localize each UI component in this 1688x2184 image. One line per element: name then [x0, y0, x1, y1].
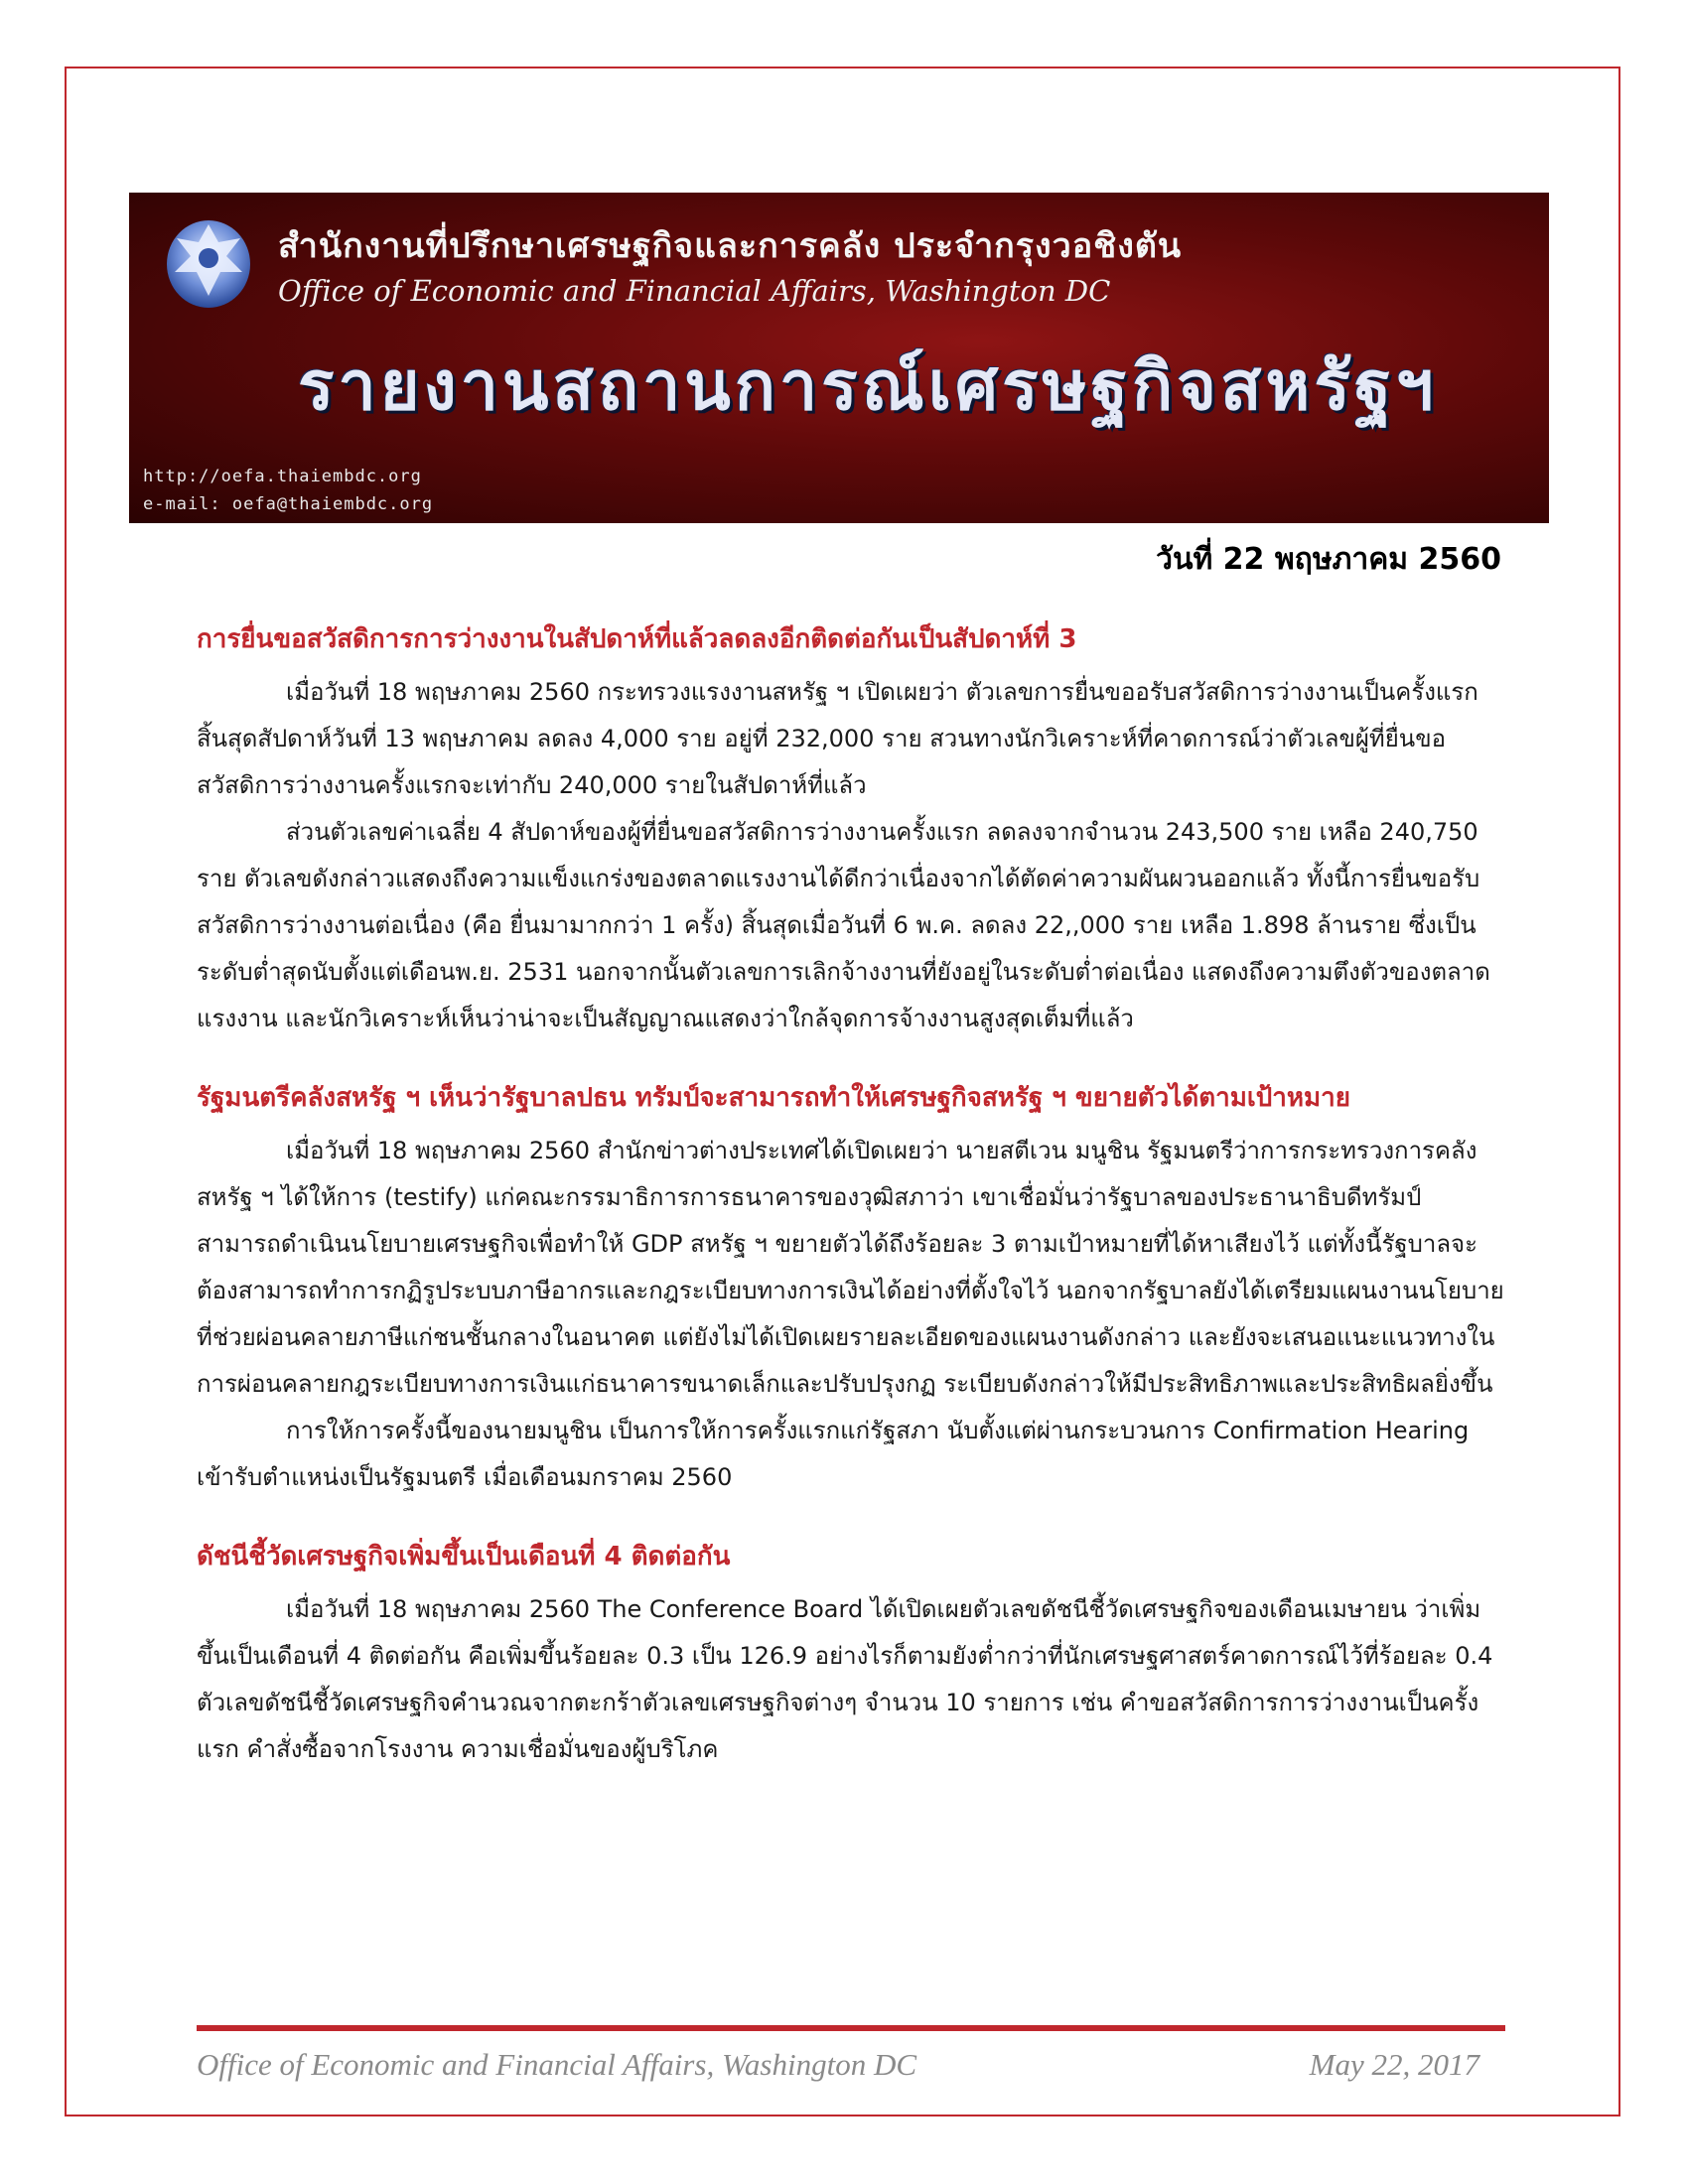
paragraph: การให้การครั้งนี้ของนายมนูชิน เป็นการให้การครั้งแรกแก่รัฐสภา นับตั้งแต่ผ่านกระบวนการ Confirmation Hearing เข้ารับตำแหน่งเป็นรัฐมนตรี เมื่อเดือนมกราคม 2560: [197, 1417, 1470, 1491]
report-title: รายงานสถานการณ์เศรษฐกิจสหรัฐฯ: [298, 347, 1438, 426]
paragraph: เมื่อวันที่ 18 พฤษภาคม 2560 The Conference Board ได้เปิดเผยตัวเลขดัชนีชี้วัดเศรษฐกิจของเดือนเมษายน ว่าเพิ่มขึ้นเป็นเดือนที่ 4 ติดต่อกัน คือเพิ่มขึ้นร้อยละ 0.3 เป็น 126.9 อย่างไรก็ตามยังต่ำกว่าที่นักเศรษฐศาสตร์คาดการณ์ไว้ที่ร้อยละ 0.4 ตัวเลขดัชนีชี้วัดเศรษฐกิจคำนวณจากตะกร้าตัวเลขเศรษฐกิจต่างๆ จำนวน 10 รายการ เช่น คำขอสวัสดิการการว่างงานเป็นครั้งแรก คำสั่งซื้อจากโรงงาน ความเชื่อมั่นของผู้บริโภค: [197, 1595, 1493, 1763]
header-banner: [129, 193, 1549, 523]
section-leading-index: [197, 1533, 1505, 1773]
website-url[interactable]: http://oefa.thaiembdc.org: [143, 467, 422, 486]
paragraph: เมื่อวันที่ 18 พฤษภาคม 2560 สำนักข่าวต่างประเทศได้เปิดเผยว่า นายสตีเวน มนูชิน รัฐมนตรีว่าการกระทรวงการคลังสหรัฐ ฯ ได้ให้การ (testify) แก่คณะกรรมาธิการการธนาคารของวุฒิสภาว่า เขาเชื่อมั่นว่ารัฐบาลของประธานาธิบดีทรัมป์สามารถดำเนินนโยบายเศรษฐกิจเพื่อทำให้ GDP สหรัฐ ฯ ขยายตัวได้ถึงร้อยละ 3 ตามเป้าหมายที่ได้หาเสียงไว้ แต่ทั้งนี้รัฐบาลจะต้องสามารถทำการกฏิรูประบบภาษีอากรและกฎระเบียบทางการเงินได้อย่างที่ตั้งใจไว้ นอกจากรัฐบาลยังได้เตรียมแผนงานนโยบายที่ช่วยผ่อนคลายภาษีแก่ชนชั้นกลางในอนาคต แต่ยังไม่ได้เปิดเผยรายละเอียดของแผนงานดังกล่าว และยังจะเสนอแนะแนวทางในการผ่อนคลายกฎระเบียบทางการเงินแก่ธนาคารขนาดเล็กและปรับปรุงกฏ ระเบียบดังกล่าวให้มีประสิทธิภาพและประสิทธิผลยิ่งขึ้น: [197, 1137, 1504, 1398]
garuda-seal-icon: [163, 212, 254, 312]
section-unemployment-claims: [197, 615, 1505, 1042]
paragraph: ส่วนตัวเลขค่าเฉลี่ย 4 สัปดาห์ของผู้ที่ยื่นขอสวัสดิการว่างงานครั้งแรก ลดลงจากจำนวน 243,500 ราย เหลือ 240,750 ราย ตัวเลขดังกล่าวแสดงถึงความแข็งแกร่งของตลาดแรงงานได้ดีกว่าเนื่องจากได้ตัดค่าความผันผวนออกแล้ว ทั้งนี้การยื่นขอรับสวัสดิการว่างงานต่อเนื่อง (คือ ยื่นมามากกว่า 1 ครั้ง) สิ้นสุดเมื่อวันที่ 6 พ.ค. ลดลง 22,,000 ราย เหลือ 1.898 ล้านราย ซึ่งเป็นระดับต่ำสุดนับตั้งแต่เดือนพ.ย. 2531 นอกจากนั้นตัวเลขการเลิกจ้างงานที่ยังอยู่ในระดับต่ำต่อเนื่อง แสดงถึงความตึงตัวของตลาดแรงงาน และนักวิเคราะห์เห็นว่าน่าจะเป็นสัญญาณแสดงว่าใกล้จุดการจ้างงานสูงสุดเต็มที่แล้ว: [197, 818, 1490, 1032]
article-body: [197, 615, 1505, 1805]
org-name-thai: สำนักงานที่ปรึกษาเศรษฐกิจและการคลัง ประจำกรุงวอชิงตัน: [278, 226, 1183, 266]
report-date: วันที่ 22 พฤษภาคม 2560: [1156, 542, 1501, 577]
footer-date: May 22, 2017: [1309, 2047, 1479, 2082]
footer-org-name: Office of Economic and Financial Affairs, Washington DC: [197, 2047, 917, 2082]
section-title: รัฐมนตรีคลังสหรัฐ ฯ เห็นว่ารัฐบาลปธน ทรัมป์จะสามารถทำให้เศรษฐกิจสหรัฐ ฯ ขยายตัวได้ตามเป้าหมาย: [197, 1083, 1350, 1113]
section-title: ดัชนีชี้วัดเศรษฐกิจเพิ่มขึ้นเป็นเดือนที่ 4 ติดต่อกัน: [197, 1542, 731, 1571]
section-title: การยื่นขอสวัสดิการการว่างงานในสัปดาห์ที่แล้วลดลงอีกติดต่อกันเป็นสัปดาห์ที่ 3: [197, 624, 1077, 654]
paragraph: เมื่อวันที่ 18 พฤษภาคม 2560 กระทรวงแรงงานสหรัฐ ฯ เปิดเผยว่า ตัวเลขการยื่นขออรับสวัสดิการว่างงานเป็นครั้งแรกสิ้นสุดสัปดาห์วันที่ 13 พฤษภาคม ลดลง 4,000 ราย อยู่ที่ 232,000 ราย สวนทางนักวิเคราะห์ที่คาดการณ์ว่าตัวเลขผู้ที่ยื่นขอสวัสดิการว่างงานครั้งแรกจะเท่ากับ 240,000 รายในสัปดาห์ที่แล้ว: [197, 678, 1478, 799]
contact-email[interactable]: e-mail: oefa@thaiembdc.org: [143, 494, 434, 514]
footer-divider: [197, 2025, 1505, 2031]
section-treasury-secretary: [197, 1074, 1505, 1501]
org-name-english: Office of Economic and Financial Affairs, Washington DC: [278, 274, 1111, 308]
